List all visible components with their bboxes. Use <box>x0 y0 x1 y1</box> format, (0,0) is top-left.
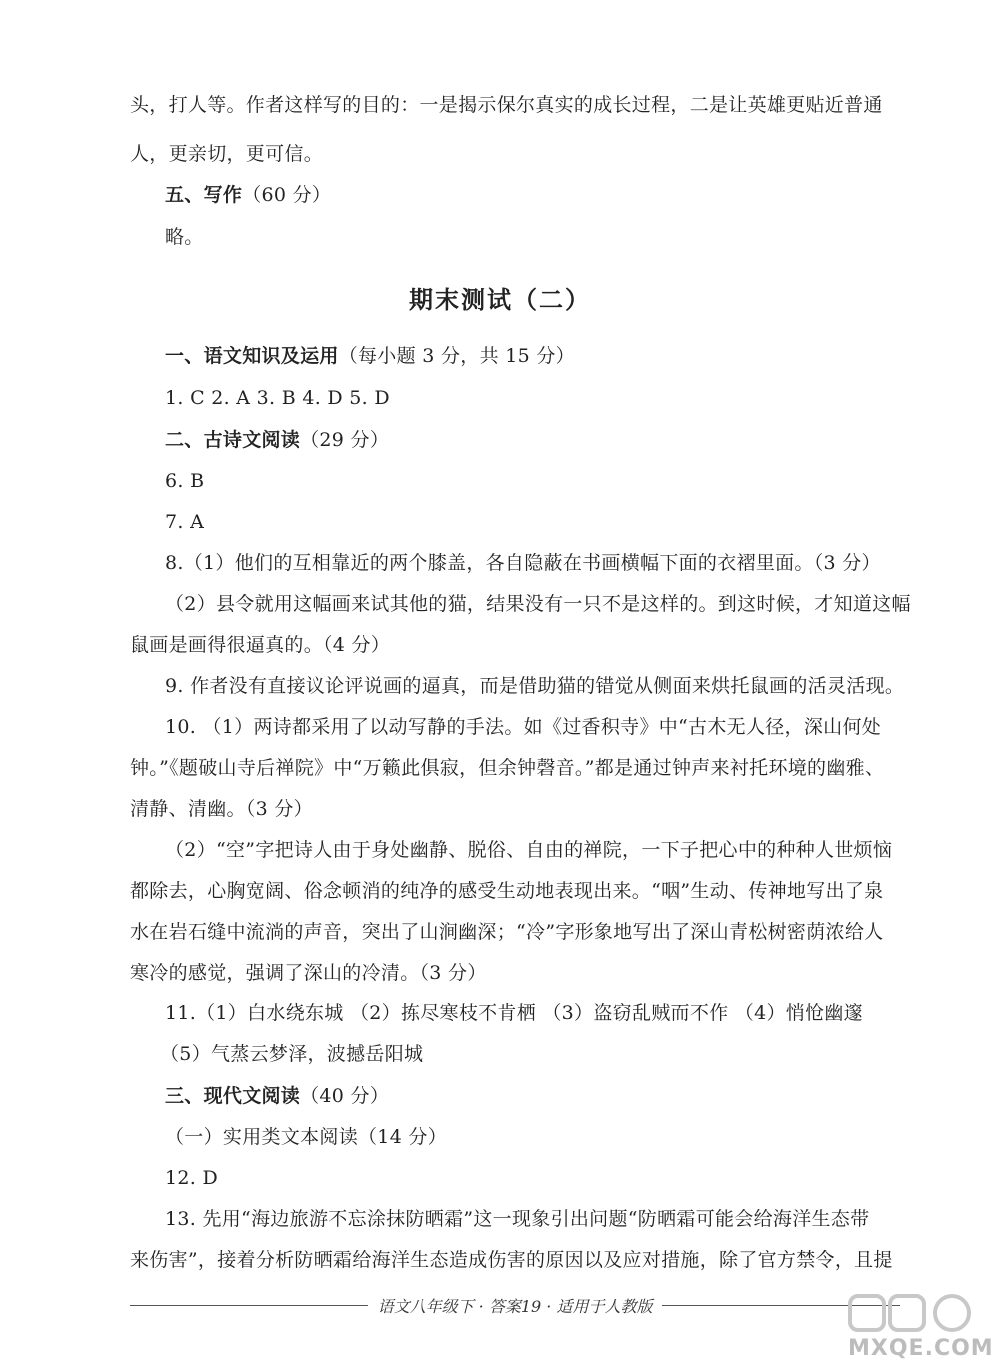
section-heading-2 <box>165 427 389 453</box>
section-heading-label: 三、现代文阅读 <box>165 1085 301 1107</box>
footer-rule-left <box>130 1305 368 1306</box>
footer-text: 语文八年级下 · 答案19 · 适用于人教版 <box>377 1296 653 1316</box>
paragraph-line: 头，打人等。作者这样写的目的：一是揭示保尔真实的成长过程，二是让英雄更贴近普通 <box>130 94 883 116</box>
answer-line: 13. 先用“海边旅游不忘涂抹防晒霜”这一现象引出问题“防晒霜可能会给海洋生态带 <box>165 1208 870 1230</box>
answer-line: 钟。”《题破山寺后禅院》中“万籁此俱寂，但余钟磬音。”都是通过钟声来衬托环境的幽雅、 <box>130 757 885 779</box>
answer-line: 水在岩石缝中流淌的声音，突出了山涧幽深；“冷”字形象地写出了深山青松树密荫浓给人 <box>130 921 884 943</box>
answer-line: 12. D <box>165 1167 218 1189</box>
answer-line: 鼠画是画得很逼真的。（4 分） <box>130 634 391 656</box>
section-heading-1 <box>165 343 575 369</box>
answer-line: 11.（1）白水绕东城 （2）拣尽寒枝不肯栖 （3）盗窃乱贼而不作 （4）悄怆幽邃 <box>165 1002 863 1024</box>
section-heading-label: 五、写作 <box>165 184 243 206</box>
watermark-logo <box>820 1290 994 1365</box>
answer-line: 1. C 2. A 3. B 4. D 5. D <box>165 387 390 409</box>
answer-line: 寒冷的感觉，强调了深山的冷清。（3 分） <box>130 962 487 984</box>
section-points: （40 分） <box>300 1085 390 1107</box>
answer-line: （2）县令就用这幅画来试其他的猫，结果没有一只不是这样的。到这时候，才知道这幅 <box>165 593 911 615</box>
section-heading-3 <box>165 1083 389 1109</box>
answer-line: 都除去，心胸宽阔、俗念顿消的纯净的感受生动地表现出来。“咽”生动、传神地写出了泉 <box>130 880 884 902</box>
page-footer <box>130 1290 900 1320</box>
section-points: （每小题 3 分，共 15 分） <box>338 345 575 367</box>
answer-line: 9. 作者没有直接议论评说画的逼真，而是借助猫的错觉从侧面来烘托鼠画的活灵活现。 <box>165 675 905 697</box>
page-title: 期末测试（二） <box>409 286 591 314</box>
answer-line: （5）气蒸云梦泽，波撼岳阳城 <box>160 1043 424 1065</box>
answer-line: （2）“空”字把诗人由于身处幽静、脱俗、自由的禅院，一下子把心中的种种人世烦恼 <box>165 839 893 861</box>
watermark-icon <box>820 1290 990 1340</box>
paragraph-line: 人，更亲切，更可信。 <box>130 143 324 165</box>
answer-line: 来伤害”，接着分析防晒霜给海洋生态造成伤害的原因以及应对措施，除了官方禁令，且提 <box>130 1249 893 1271</box>
section-heading-writing <box>165 182 331 208</box>
watermark-text: MXQE.COM <box>848 1336 994 1361</box>
section-points: （29 分） <box>300 429 390 451</box>
answer-line: 7. A <box>165 511 205 533</box>
answer-line: 8.（1）他们的互相靠近的两个膝盖，各自隐蔽在书画横幅下面的衣褶里面。（3 分） <box>165 552 881 574</box>
section-heading-label: 一、语文知识及运用 <box>165 345 339 367</box>
subsection-heading: （一）实用类文本阅读（14 分） <box>165 1126 448 1148</box>
answer-line: 清静、清幽。（3 分） <box>130 798 313 820</box>
answer-line: 6. B <box>165 470 205 492</box>
answer-line: 10. （1）两诗都采用了以动写静的手法。如《过香积寺》中“古木无人径，深山何处 <box>165 716 882 738</box>
answer-line: 略。 <box>165 226 204 248</box>
section-points: （60 分） <box>242 184 332 206</box>
section-heading-label: 二、古诗文阅读 <box>165 429 301 451</box>
